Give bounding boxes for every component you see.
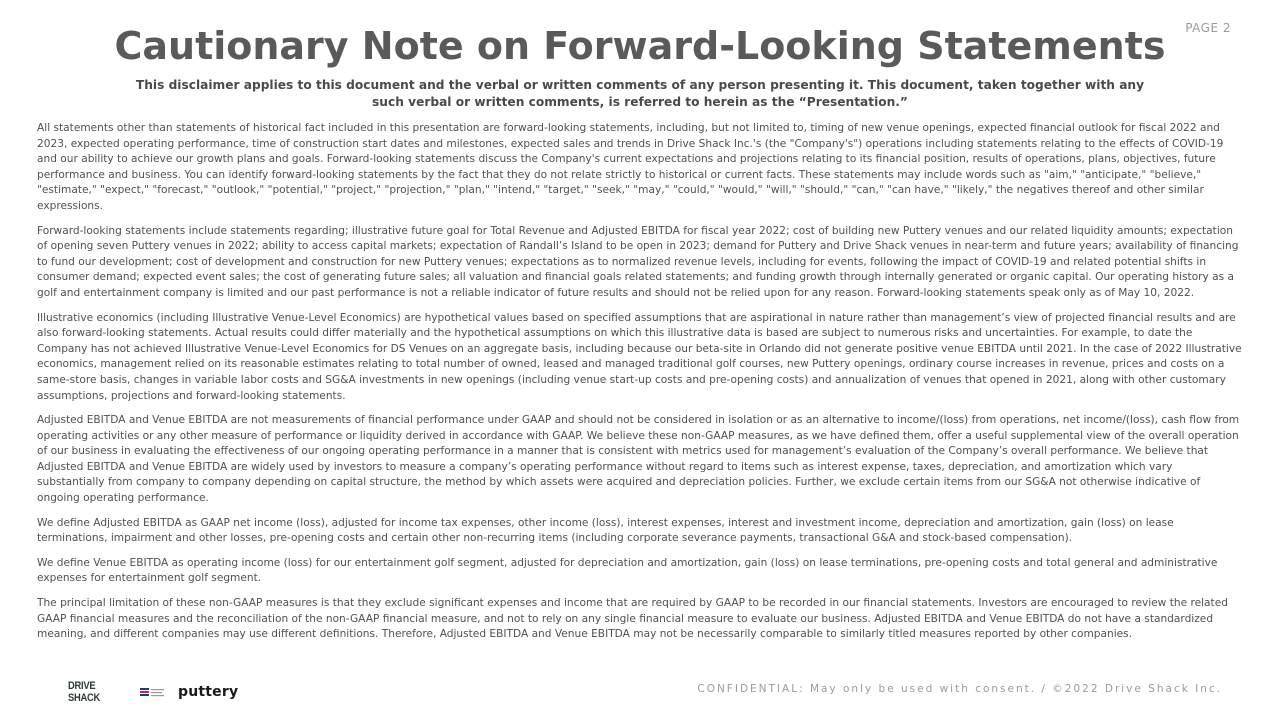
paragraph-forward-looking-intro: All statements other than statements of historical fact included in this presentation are forward-looking statements, including, but not limited to, timing of new venue openings, expected financial outlook for fiscal 2022 and 2023, expected operating performance, time of construction start dates and milestones, expected sales and trends in Drive Shack Inc.'s (the "Company's") operations including statements relating to the effects of COVID-19 and our ability to achieve our growth plans and goals. Forward-looking statements discuss the Company's current expectations and projections relating to its financial position, results of operations, plans, objectives, future performance and business. You can identify forward-looking statements by the fact that they do not relate strictly to historical or current facts. These statements may include words such as "aim," "anticipate," "believe," "estimate," "expect," "forecast," "outlook," "potential," "project," "projection," "plan," "intend," "target," "seek," "may," "could," "would," "will," "should," "can," "can have," "likely," the negatives thereof and other similar expressions. (37, 122, 1224, 212)
paragraph-illustrative-economics: Illustrative economics (including Illustrative Venue-Level Economics) are hypothetical values based on specified assumptions that are aspirational in nature rather than management’s view of projected financial results and are also forward-looking statements. Actual results could differ materially and the hypothetical assumptions on which this illustrative data is based are subject to numerous risks and uncertainties. For example, to date the Company has not achieved Illustrative Venue-Level Economics for DS Venues on an aggregate basis, including because our beta-site in Orlando did not generate positive venue EBITDA until 2021. In the case of 2022 Illustrative economics, management relied on its reasonable estimates relating to total number of owned, leased and managed traditional golf courses, new Puttery openings, ordinary course increases in revenue, prices and costs on a same-store basis, changes in variable labor costs and SG&A investments in new openings (including venue start-up costs and pre-opening costs) and annualization of venues that opened in 2021, along with other customary assumptions, projections and forward-looking statements. (37, 311, 1242, 402)
page-subtitle: This disclaimer applies to this document and the verbal or written comments of any person presenting it. This document, taken together with any such verbal or written comments, is referred to herein as the “Presentation.” (135, 78, 1145, 109)
drive-shack-logo: DRIVE SHACK (68, 680, 100, 704)
disclaimer-body (37, 121, 1243, 652)
paragraph-non-gaap-limitations: The principal limitation of these non-GAAP measures is that they exclude significant expenses and income that are required by GAAP to be recorded in our financial statements. Investors are encouraged to review the related GAAP financial measures and the reconciliation of the non-GAAP financial measure, and not to rely on any single financial measure to evaluate our business. Adjusted EBITDA and Venue EBITDA do not have a standardized meaning, and different companies may use different definitions. Therefore, Adjusted EBITDA and Venue EBITDA may not be necessarily comparable to similarly titled measures reported by other companies. (37, 597, 1228, 641)
puttery-logo: puttery (178, 684, 239, 700)
footer-logos (68, 680, 238, 704)
confidential-notice: CONFIDENTIAL: May only be used with consent. / ©2022 Drive Shack Inc. (697, 683, 1222, 695)
page-title: Cautionary Note on Forward-Looking Statements (114, 24, 1166, 68)
page-number: PAGE 2 (1185, 21, 1231, 35)
paragraph-non-gaap-measures: Adjusted EBITDA and Venue EBITDA are not measurements of financial performance under GAAP and should not be considered in isolation or as an alternative to income/(loss) from operations, net income/(loss), cash flow from operating activities or any other measure of performance or liquidity derived in accordance with GAAP. We believe these non-GAAP measures, as we have defined them, offer a useful supplemental view of the overall operation of our business in evaluating the effectiveness of our ongoing operating performance in a manner that is consistent with metrics used for management’s evaluation of the Company’s overall performance. We believe that Adjusted EBITDA and Venue EBITDA are widely used by investors to measure a company’s operating performance without regard to items such as interest expense, taxes, depreciation, and amortization which vary substantially from company to company depending on capital structure, the method by which assets were acquired and depreciation policies. Further, we exclude certain items from our SG&A not otherwise indicative of ongoing operating performance. (37, 414, 1240, 505)
paragraph-adjusted-ebitda-definition: We define Adjusted EBITDA as GAAP net income (loss), adjusted for income tax expenses, other income (loss), interest expenses, interest and investment income, depreciation and amortization, gain (loss) on lease terminations, impairment and other losses, pre-opening costs and certain other non-recurring items (including corporate severance payments, transactional G&A and stock-based compensation). (37, 516, 1174, 545)
paragraph-forward-looking-topics: Forward-looking statements include statements regarding; illustrative future goal for Total Revenue and Adjusted EBITDA for fiscal year 2022; cost of building new Puttery venues and our related liquidity amounts; expectation of opening seven Puttery venues in 2022; ability to access capital markets; expectation of Randall’s Island to be open in 2023; demand for Puttery and Drive Shack venues in near-term and future years; availability of financing to fund our development; cost of development and construction for new Puttery venues; expectations as to normalized revenue levels, including for events, following the impact of COVID-19 and related potential shifts in consumer demand; expected event sales; the cost of generating future sales; all valuation and financial goals related statements; and funding growth through internally generated or organic capital. Our operating history as a golf and entertainment company is limited and our past performance is not a reliable indicator of future results and should not be relied upon for any reason. Forward-looking statements speak only as of May 10, 2022. (37, 224, 1239, 299)
paragraph-venue-ebitda-definition: We define Venue EBITDA as operating income (loss) for our entertainment golf segment, adjusted for depreciation and amortization, gain (loss) on lease terminations, pre-opening costs and total general and administrative expenses for entertainment golf segment. (37, 556, 1218, 585)
partner-flag-logo-icon (138, 685, 166, 699)
